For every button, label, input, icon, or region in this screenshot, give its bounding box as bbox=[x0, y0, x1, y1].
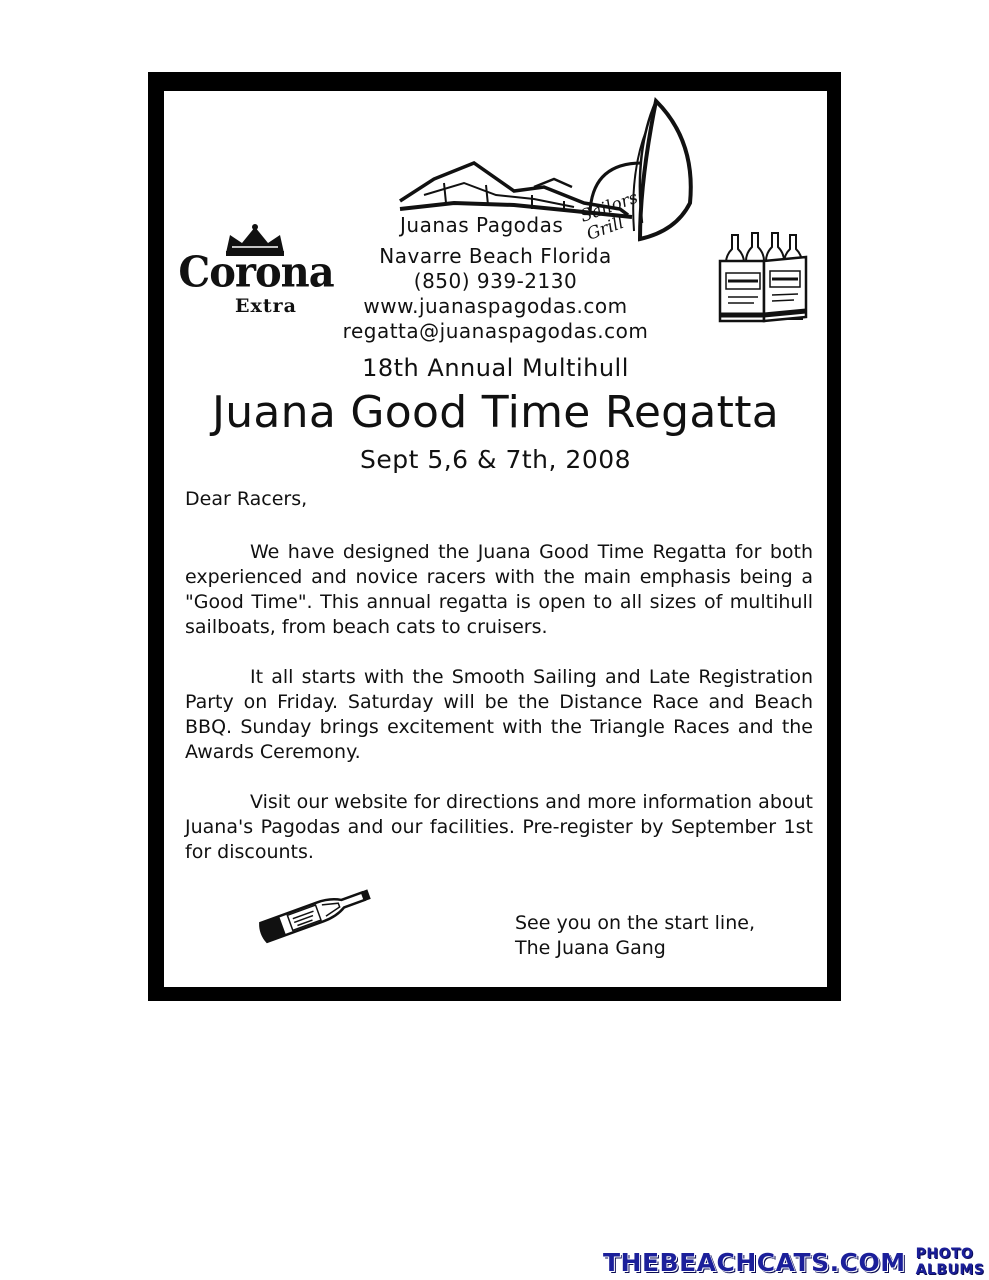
phone-number[interactable]: (850) 939-2130 bbox=[413, 269, 578, 293]
event-title: Juana Good Time Regatta bbox=[211, 387, 780, 438]
beer-bottle-icon bbox=[254, 877, 380, 947]
six-pack-icon bbox=[718, 231, 808, 323]
site-watermark[interactable] bbox=[603, 1246, 989, 1278]
letter-signature: The Juana Gang bbox=[515, 937, 666, 959]
grill-name: Sailors Grill bbox=[577, 187, 641, 245]
letter-closing: See you on the start line, bbox=[515, 912, 755, 934]
corona-sub-text: Extra bbox=[235, 295, 297, 317]
letter-salutation: Dear Racers, bbox=[185, 488, 308, 510]
letter-paragraph: It all starts with the Smooth Sailing and Late Registration Party on Friday. Saturday will be the Distance Race and Beach BBQ. Sunday brings excitement with the Triangle Races and the Awards Ceremony. bbox=[185, 666, 813, 763]
event-dates: Sept 5,6 & 7th, 2008 bbox=[359, 445, 632, 474]
watermark-site-name: THEBEACHCATS.COM bbox=[603, 1247, 906, 1277]
flyer-frame bbox=[148, 72, 841, 1001]
letter-paragraph: Visit our website for directions and more information about Juana's Pagodas and our facilities. Pre-register by September 1st for discounts. bbox=[185, 791, 813, 863]
website-link[interactable]: www.juanaspagodas.com bbox=[363, 294, 628, 318]
event-edition: 18th Annual Multihull bbox=[362, 354, 629, 382]
corona-brand-text: Corona bbox=[178, 247, 334, 298]
email-link[interactable]: regatta@juanaspagodas.com bbox=[342, 319, 649, 343]
letter-paragraph: We have designed the Juana Good Time Regatta for both experienced and novice racers with the main emphasis being a "Good Time". This annual regatta is open to all sizes of multihull sailboats, from beach cats to cruisers. bbox=[185, 541, 813, 638]
business-name: Juanas Pagodas bbox=[400, 213, 564, 237]
corona-logo bbox=[178, 223, 334, 321]
watermark-section-name: PHOTO ALBUMS bbox=[915, 1246, 985, 1278]
location: Navarre Beach Florida bbox=[379, 244, 612, 268]
flyer-page bbox=[164, 91, 827, 987]
